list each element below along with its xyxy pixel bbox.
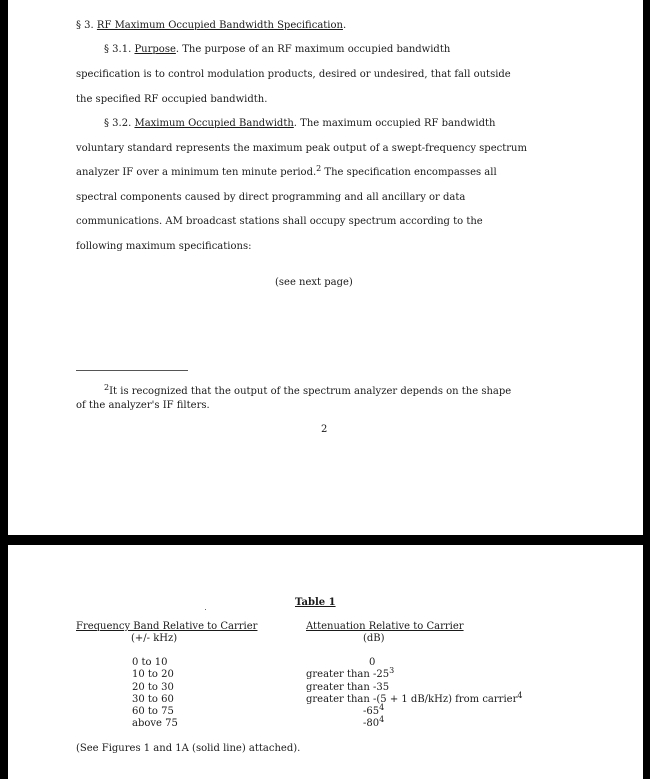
col2-subheader: (dB) <box>363 633 385 644</box>
table-row-3-band: 20 to 30 <box>132 682 174 693</box>
table-row-2-att: greater than $-25^3$ <box>306 666 395 680</box>
table-row-6-band: above 75 <box>132 718 178 729</box>
table-row-2-band: 10 to 20 <box>132 669 174 680</box>
para-3-1-line-2: specification is to control modulation products, desired or undesired, that fall outside <box>76 69 511 80</box>
para-3-2-line-2: voluntary standard represents the maximum peak output of a swept-frequency spectrum <box>76 143 527 154</box>
para-3-2-line-4: spectral components caused by direct programming and all ancillary or data <box>76 192 466 203</box>
section-heading: § 3. RF Maximum Occupied Bandwidth Specification. <box>76 20 347 31</box>
table-row-6-att: $-80^4$ <box>363 715 385 729</box>
table-row-5-band: 60 to 75 <box>132 706 174 717</box>
table-row-4-band: 30 to 60 <box>132 694 174 705</box>
para-3-1-line-3: the specified RF occupied bandwidth. <box>76 94 268 105</box>
col2-header: Attenuation Relative to Carrier <box>306 621 464 632</box>
para-3-2-line-5: communications. AM broadcast stations shall occupy spectrum according to the <box>76 216 483 227</box>
table-title: Table 1 <box>295 597 336 608</box>
table-row-1-band: 0 to 10 <box>132 657 168 668</box>
footnote-ref: 2 <box>316 164 322 173</box>
table-row-3-att: greater than -35 <box>306 682 390 693</box>
para-3-2-line-1: § 3.2. Maximum Occupied Bandwidth. The maximum occupied RF bandwidth <box>104 118 496 129</box>
see-next-page: (see next page) <box>275 277 353 288</box>
footnote-line-1: $^2$It is recognized that the output of the spectrum analyzer depends on the shape <box>104 383 512 397</box>
document-page-1 <box>8 0 643 535</box>
document-page-2 <box>8 545 643 779</box>
table-row-1-att: 0 <box>369 657 376 668</box>
table-row-4-att: greater than -(5 + 1 dB/kHz) from carrier$^4$ <box>306 691 523 705</box>
para-3-2-line-3: analyzer IF over a minimum ten minute period.$^2$ The specification encompasses all <box>76 164 497 178</box>
col1-header: Frequency Band Relative to Carrier <box>76 621 258 632</box>
scan-speck <box>205 609 206 610</box>
para-3-1-line-1: § 3.1. Purpose. The purpose of an RF maximum occupied bandwidth <box>104 44 451 55</box>
table-note: (See Figures 1 and 1A (solid line) attached). <box>76 743 301 754</box>
table-row-5-att: $-65^4$ <box>363 703 385 717</box>
footnote-rule <box>76 370 188 371</box>
para-3-2-line-6: following maximum specifications: <box>76 241 252 252</box>
col1-subheader: (+/- kHz) <box>131 633 178 644</box>
page-number: 2 <box>321 424 328 435</box>
footnote-line-2: of the analyzer's IF filters. <box>76 400 210 411</box>
